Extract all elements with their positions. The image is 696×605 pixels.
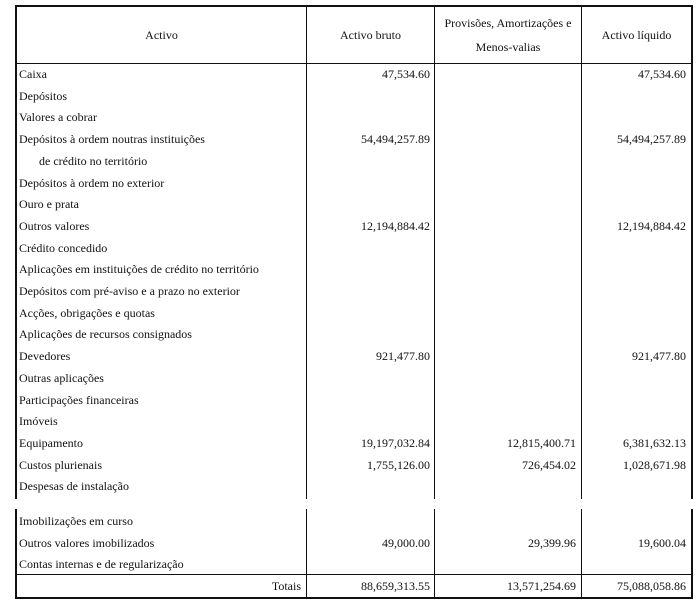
table-row: [17, 533, 691, 555]
cell-activo-bruto: 49,000.00: [382, 535, 430, 550]
row-label: Depósitos: [19, 88, 67, 103]
totals-liquido: 75,088,058.86: [617, 579, 686, 593]
table-row: [17, 238, 691, 260]
cell-provisoes: 12,815,400.71: [507, 435, 576, 450]
row-label: Devedores: [19, 349, 71, 364]
cell-activo-liquido: 921,477.80: [632, 349, 686, 364]
header-provisoes-line2: Menos-valias: [475, 40, 541, 54]
table-row: [17, 554, 691, 576]
row-label: Outros valores: [19, 218, 90, 233]
table-row: [17, 324, 691, 346]
row-label: Valores a cobrar: [19, 110, 97, 125]
row-label: Contas internas e de regularização: [19, 557, 184, 572]
row-label: Aplicações de recursos consignados: [19, 327, 192, 342]
row-label: Depósitos com pré-aviso e a prazo no exterior: [19, 284, 240, 298]
table-row: [17, 86, 691, 108]
table-row: [17, 303, 691, 325]
row-label: Ouro e prata: [19, 197, 79, 212]
cell-activo-bruto: 1,755,126.00: [367, 457, 430, 472]
table-header: [17, 7, 691, 64]
row-label: Custos plurienais: [19, 457, 102, 472]
balance-table-bottom: [15, 509, 693, 599]
row-label: Equipamento: [19, 435, 83, 450]
table-row: [17, 390, 691, 412]
header-provisoes: [435, 7, 581, 63]
table-row: [17, 281, 691, 303]
table-row: [17, 107, 691, 129]
header-activo: Activo: [145, 28, 178, 42]
table-row: [17, 259, 691, 281]
cell-activo-bruto: 12,194,884.42: [361, 218, 430, 233]
row-label: Depósitos à ordem noutras instituições: [19, 132, 205, 147]
row-label: Acções, obrigações e quotas: [19, 305, 155, 320]
cell-activo-bruto: 54,494,257.89: [361, 132, 430, 147]
header-activo-liquido: Activo líquido: [601, 28, 672, 42]
table-row: [17, 346, 691, 368]
table-row: [17, 476, 691, 498]
row-label: Imobilizações em curso: [19, 514, 133, 528]
cell-activo-liquido: 1,028,671.98: [623, 457, 686, 472]
header-activo-bruto: Activo bruto: [340, 28, 401, 42]
totals-divider: [17, 574, 691, 575]
totals-row: [17, 576, 691, 598]
row-label: Participações financeiras: [19, 392, 139, 407]
table-row: [17, 173, 691, 195]
cell-activo-liquido: 47,534.60: [638, 67, 686, 81]
row-label: Caixa: [19, 67, 47, 81]
row-label: Crédito concedido: [19, 240, 108, 255]
row-label: Aplicações em instituições de crédito no território: [19, 262, 259, 277]
row-label: Imóveis: [19, 414, 58, 429]
row-label: Outros valores imobilizados: [19, 535, 155, 550]
cell-activo-liquido: 6,381,632.13: [623, 435, 686, 450]
table-row: [17, 64, 691, 86]
table-row: [17, 411, 691, 433]
table-row: [17, 129, 691, 151]
totals-provisoes: 13,571,254.69: [507, 579, 576, 593]
cell-activo-liquido: 54,494,257.89: [617, 132, 686, 147]
cell-provisoes: 726,454.02: [522, 457, 576, 472]
row-label: de crédito no território: [39, 153, 148, 168]
header-provisoes-line1: Provisões, Amortizações e: [444, 16, 572, 30]
cell-activo-liquido: 12,194,884.42: [617, 218, 686, 233]
cell-activo-liquido: 19,600.04: [638, 535, 686, 550]
table-row: [17, 455, 691, 477]
cell-activo-bruto: 19,197,032.84: [361, 435, 430, 450]
table-row: [17, 216, 691, 238]
cell-activo-bruto: 47,534.60: [382, 67, 430, 81]
table-row: [17, 368, 691, 390]
table-row: [17, 194, 691, 216]
totals-label: Totais: [271, 579, 301, 593]
row-label: Depósitos à ordem no exterior: [19, 175, 165, 190]
row-label: Despesas de instalação: [19, 479, 129, 494]
balance-table-top: [15, 5, 693, 499]
table-row: [17, 433, 691, 455]
row-label: Outras aplicações: [19, 370, 104, 385]
cell-provisoes: 29,399.96: [528, 535, 576, 550]
totals-bruto: 88,659,313.55: [361, 579, 430, 593]
table-row: [17, 151, 691, 173]
table-row: [17, 511, 691, 533]
cell-activo-bruto: 921,477.80: [376, 349, 430, 364]
